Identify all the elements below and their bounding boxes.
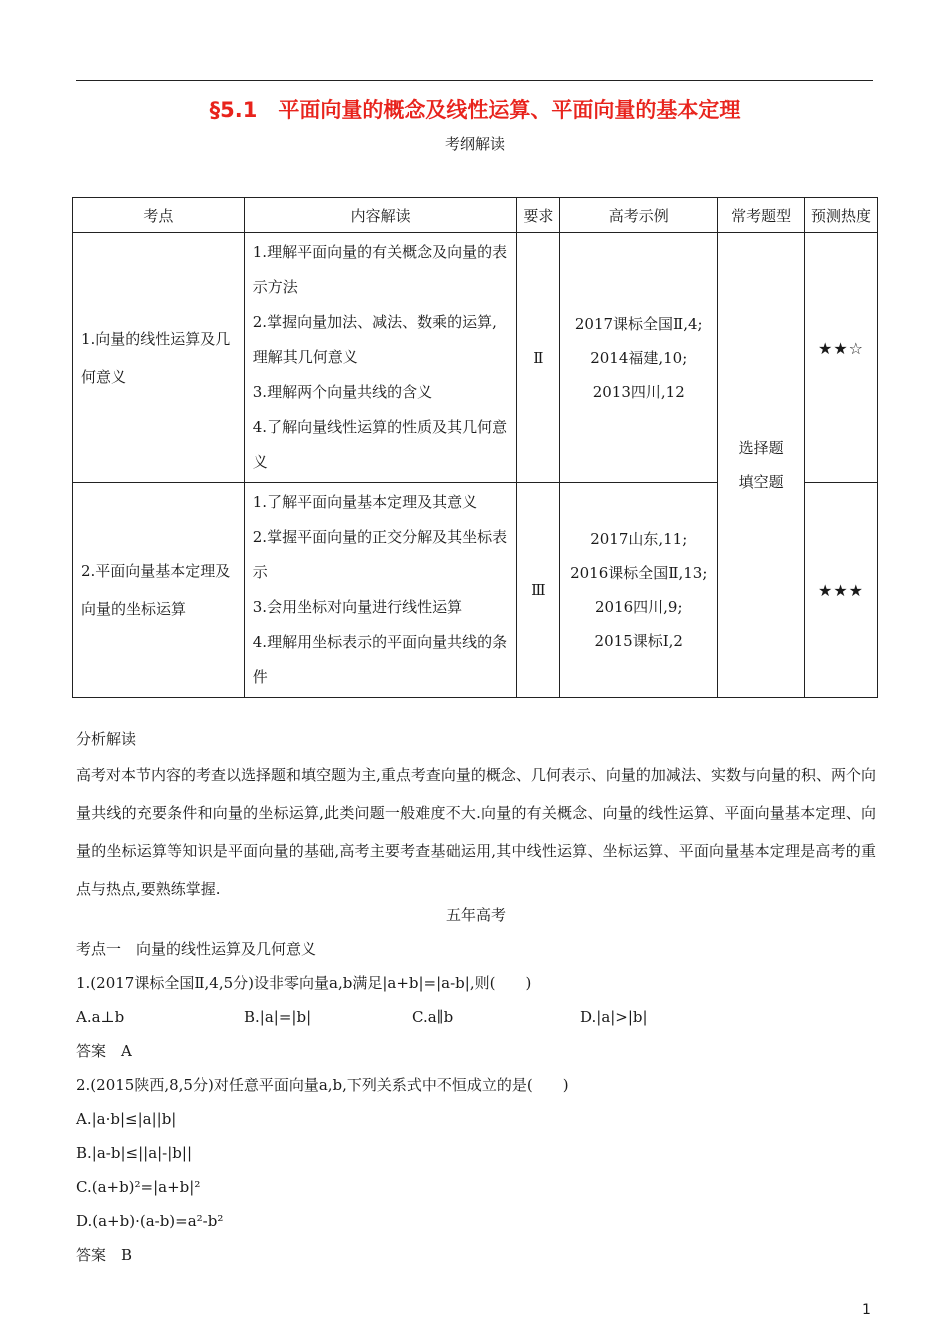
answer-line: 答案 B: [76, 1246, 133, 1264]
table-row: [73, 233, 878, 483]
exam-point-cell: 2.平面向量基本定理及向量的坐标运算: [73, 483, 245, 698]
content-item: 1.了解平面向量基本定理及其意义: [252, 493, 478, 511]
section-subtitle: 考纲解读: [444, 135, 505, 153]
table-header-row: [73, 198, 878, 233]
content-item: 1.理解平面向量的有关概念及向量的表示方法: [252, 243, 508, 296]
question-stem: 1.(2017课标全国Ⅱ,4,5分)设非零向量a,b满足|a+b|=|a-b|,则( ): [76, 974, 532, 992]
content-item: 4.理解用坐标表示的平面向量共线的条件: [252, 633, 508, 686]
example-item: 2016课标全国Ⅱ,13;: [570, 564, 708, 582]
answer-line: 答案 A: [76, 1042, 132, 1060]
syllabus-table: [72, 197, 878, 698]
example-item: 2017山东,11;: [590, 530, 688, 548]
example-item: 2013四川,12: [592, 382, 685, 401]
option-c: C.(a+b)²=|a+b|²: [76, 1178, 201, 1196]
column-header: 预测热度: [805, 198, 878, 233]
example-item: 2016四川,9;: [594, 598, 683, 616]
exam-point-cell: 1.向量的线性运算及几何意义: [73, 233, 245, 483]
option-b: B.|a-b|≤||a|-|b||: [76, 1144, 193, 1162]
option-a: A.a⊥b: [76, 1008, 125, 1026]
examples-cell: [560, 233, 718, 483]
question-type-cell: [718, 233, 805, 698]
option-d: D.(a+b)·(a-b)=a²-b²: [76, 1212, 224, 1230]
question-options: [76, 1000, 876, 1034]
column-header: 内容解读: [244, 198, 517, 233]
content-cell: [244, 483, 517, 698]
heat-rating: ★★☆: [805, 233, 878, 483]
option-b: B.|a|=|b|: [244, 1008, 312, 1026]
option-c: C.a∥b: [412, 1008, 454, 1026]
option-d: D.|a|>|b|: [580, 1008, 648, 1026]
requirement-cell: Ⅲ: [517, 483, 560, 698]
five-years-section: [76, 898, 876, 1272]
column-header: 常考题型: [718, 198, 805, 233]
question-type-item: 填空题: [738, 473, 784, 491]
analysis-text: 高考对本节内容的考查以选择题和填空题为主,重点考查向量的概念、几何表示、向量的加减法、实数与向量的积、两个向量共线的充要条件和向量的坐标运算,此类问题一般难度不大.向量的有关概念、向量的线性运算、平面向量基本定理、向量的坐标运算等知识是平面向量的基础,高考主要考查基础运用,其中线性运算、坐标运算、平面向量基本定理是高考的重点与热点,要熟练掌握.: [76, 766, 876, 898]
column-header: 高考示例: [560, 198, 718, 233]
examples-cell: [560, 483, 718, 698]
content-item: 3.理解两个向量共线的含义: [252, 383, 433, 401]
page-title: §5.1 平面向量的概念及线性运算、平面向量的基本定理: [209, 98, 741, 122]
option-a: A.|a·b|≤|a||b|: [76, 1110, 177, 1128]
question-stem: 2.(2015陕西,8,5分)对任意平面向量a,b,下列关系式中不恒成立的是( ): [76, 1076, 569, 1094]
analysis-heading: 分析解读: [76, 730, 137, 748]
content-cell: [244, 233, 517, 483]
content-item: 3.会用坐标对向量进行线性运算: [252, 598, 463, 616]
content-item: 4.了解向量线性运算的性质及其几何意义: [252, 418, 508, 471]
example-item: 2015课标Ⅰ,2: [594, 632, 683, 650]
content-item: 2.掌握平面向量的正交分解及其坐标表示: [252, 528, 508, 581]
example-item: 2014福建,10;: [590, 348, 688, 367]
question-type-item: 选择题: [738, 439, 784, 457]
column-header: 考点: [73, 198, 245, 233]
page-number: 1: [862, 1302, 871, 1318]
content-item: 2.掌握向量加法、减法、数乘的运算,理解其几何意义: [252, 313, 497, 366]
example-item: 2017课标全国Ⅱ,4;: [574, 314, 703, 333]
analysis-section: [76, 722, 876, 908]
five-years-heading: 五年高考: [445, 906, 506, 924]
heat-rating: ★★★: [805, 483, 878, 698]
exam-point-heading: 考点一 向量的线性运算及几何意义: [76, 940, 317, 958]
column-header: 要求: [517, 198, 560, 233]
header-rule: [76, 80, 873, 81]
requirement-cell: Ⅱ: [517, 233, 560, 483]
